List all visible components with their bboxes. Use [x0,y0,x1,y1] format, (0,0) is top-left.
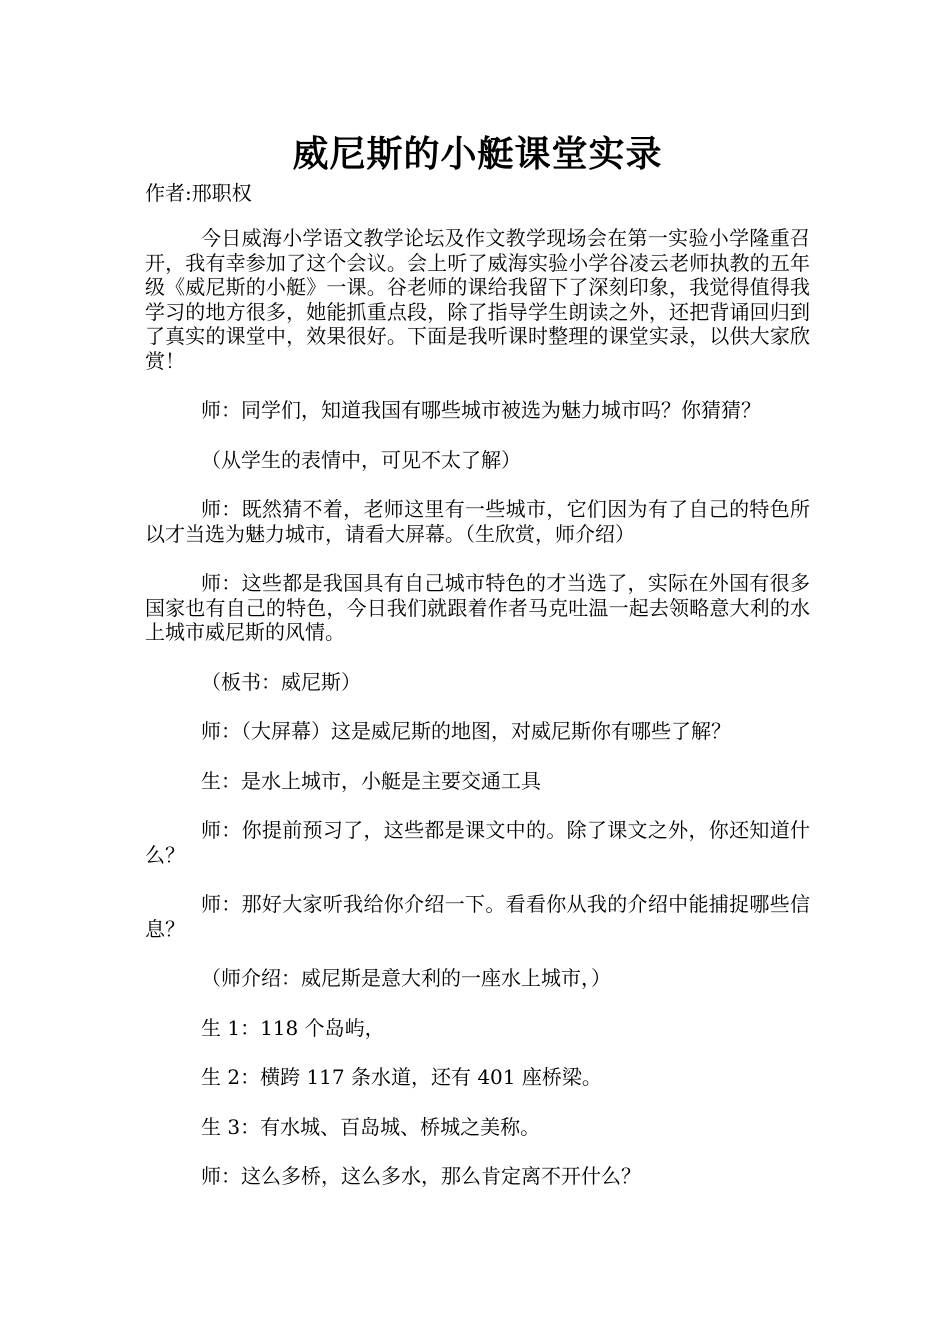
document-title: 威尼斯的小艇课堂实录 [292,133,663,175]
paragraph: 师：这些都是我国具有自己城市特色的才当选了，实际在外国有很多国家也有自己的特色，今日我们就跟着作者马克吐温一起去领略意大利的水上城市威尼斯的风情。 [145,571,810,644]
paragraph: 师：（大屏幕）这是威尼斯的地图，对威尼斯你有哪些了解？ [201,719,731,743]
paragraph: （师介绍：威尼斯是意大利的一座水上城市，） [201,966,611,990]
paragraph: 生 1：118 个岛屿， [201,1015,385,1040]
document-page [145,128,810,1214]
paragraph: 师：既然猜不着，老师这里有一些城市，它们因为有了自己的特色所以才当选为魅力城市，请看大屏幕。（生欣赏，师介绍） [145,497,810,546]
author-line: 作者:邢职权 [145,181,252,205]
paragraph: 生：是水上城市，小艇是主要交通工具 [201,768,541,793]
paragraph: 师：你提前预习了，这些都是课文中的。除了课文之外，你还知道什么？ [145,818,810,867]
paragraph: 生 3：有水城、百岛城、桥城之美称。 [201,1114,541,1139]
paragraph: 师：这么多桥，这么多水，那么肯定离不开什么？ [201,1164,641,1188]
paragraph: 生 2：横跨 117 条水道，还有 401 座桥梁。 [201,1065,602,1089]
paragraph: 师：同学们，知道我国有哪些城市被选为魅力城市吗？你猜猜？ [201,398,761,422]
paragraph: （从学生的表情中，可见不太了解） [201,447,521,472]
paragraph: 师：那好大家听我给你介绍一下。看看你从我的介绍中能捕捉哪些信息？ [145,892,810,941]
paragraph: 今日威海小学语文教学论坛及作文教学现场会在第一实验小学隆重召开，我有幸参加了这个会议。会上听了威海实验小学谷凌云老师执教的五年级《威尼斯的小艇》一课。谷老师的课给我留下了深刻印象，我觉得值得我学习的地方很多，她能抓重点段，除了指导学生朗读之外，还把背诵回归到了真实的课堂中，效果很好。下面是我听课时整理的课堂实录，以供大家欣赏！ [145,226,810,373]
paragraph: （板书：威尼斯） [201,669,361,694]
